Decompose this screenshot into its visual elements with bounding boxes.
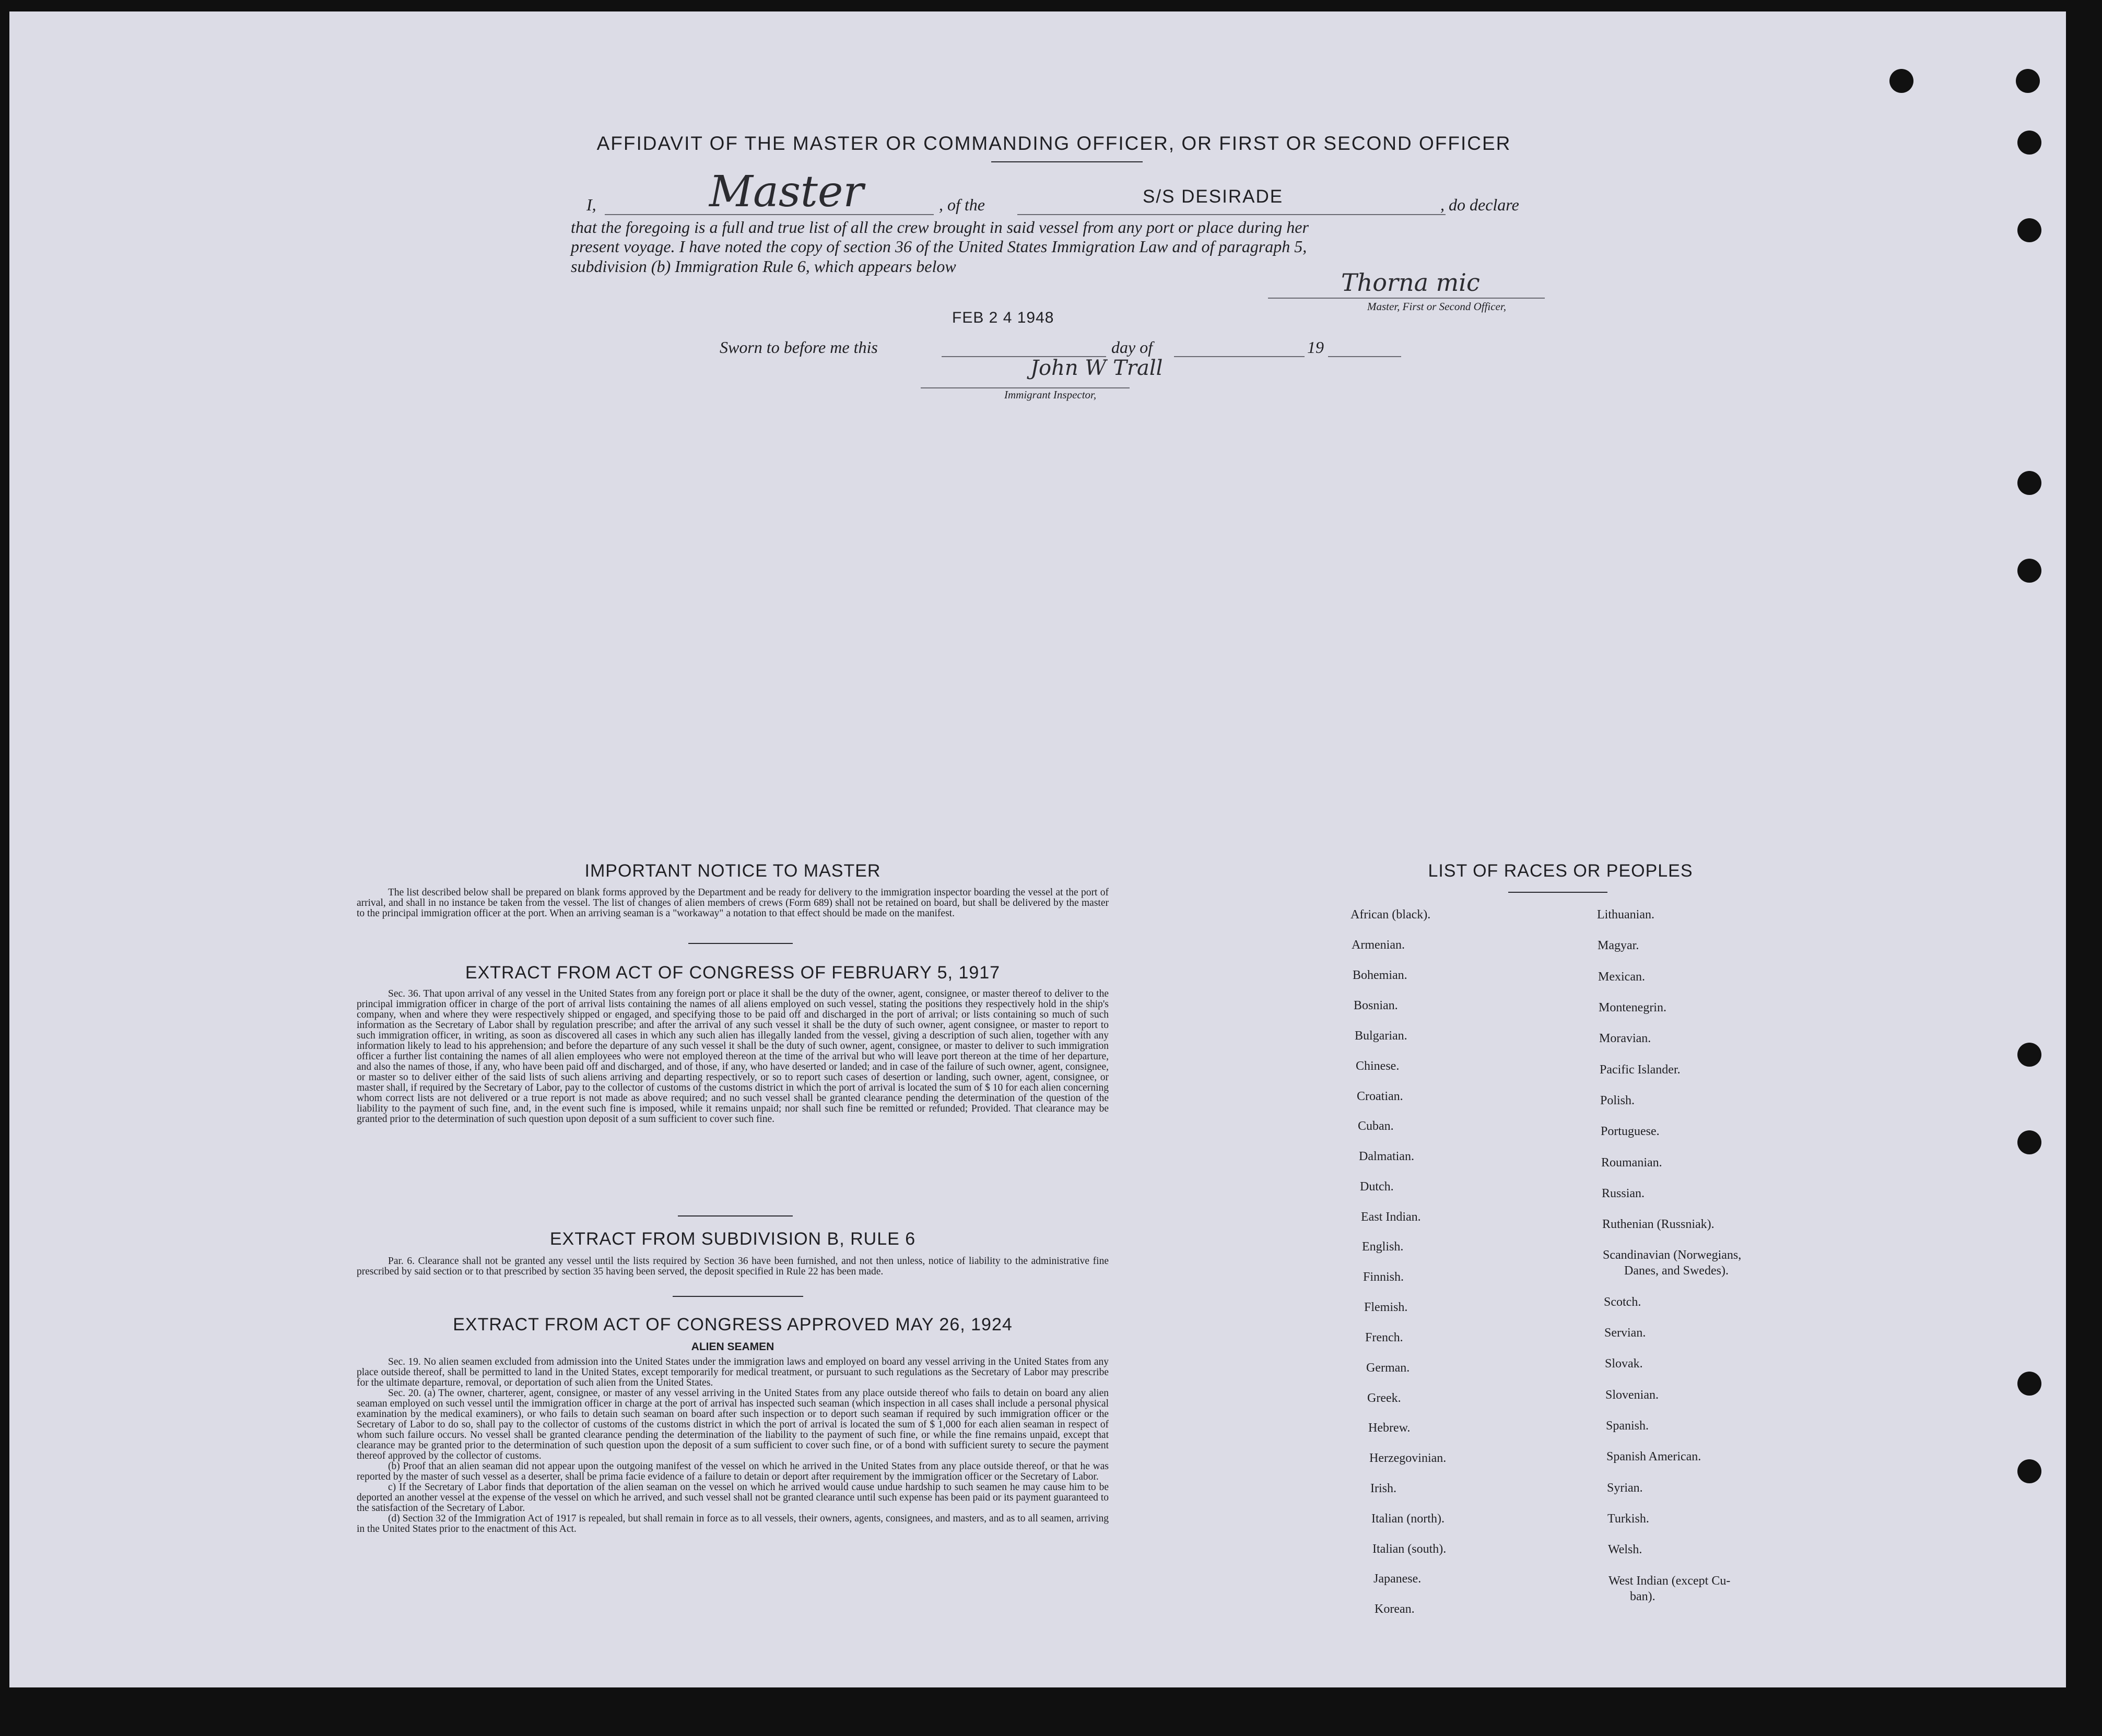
section-rule xyxy=(678,1215,793,1217)
year-prefix: 19 xyxy=(1307,338,1324,357)
race-item: Pacific Islander. xyxy=(1600,1063,1681,1077)
punch-hole xyxy=(2017,1459,2041,1483)
sworn-text: Sworn to before me this xyxy=(720,338,878,357)
race-item: Spanish. xyxy=(1606,1419,1649,1433)
sworn-year-underline xyxy=(1328,356,1401,357)
races-heading: LIST OF RACES OR PEOPLES xyxy=(1428,861,1693,881)
sec-20b-paragraph: (b) Proof that an alien seaman did not appear upon the outgoing manifest of the vessel on which he arrived in the United States from any place outside thereof, or that he was reported by the master of such vessel as a deserter, shall be prima facie evidence of a failure to detain or deport after requirement by the immigration officer or the Secretary of Labor. xyxy=(357,1461,1109,1482)
extract-1924-heading: EXTRACT FROM ACT OF CONGRESS APPROVED MAY 26, 1924 xyxy=(453,1315,1013,1335)
extract-1917-text xyxy=(357,989,1109,1125)
race-item: Bohemian. xyxy=(1353,969,1407,982)
race-item: Bulgarian. xyxy=(1355,1029,1407,1043)
notice-text xyxy=(357,888,1109,919)
race-item: Herzegovinian. xyxy=(1369,1451,1447,1465)
race-item: Welsh. xyxy=(1608,1543,1642,1556)
race-item: Roumanian. xyxy=(1601,1156,1662,1170)
punch-hole xyxy=(2017,1130,2041,1154)
punch-hole xyxy=(1889,69,1913,93)
extract-1917-heading: EXTRACT FROM ACT OF CONGRESS OF FEBRUARY 5, 1917 xyxy=(465,963,1001,983)
race-item: Finnish. xyxy=(1363,1270,1404,1284)
declaration-line-1: that the foregoing is a full and true list of all the crew brought in said vessel from any port or place during her xyxy=(571,218,1309,237)
races-rule xyxy=(1508,892,1607,893)
race-item: African (black). xyxy=(1351,908,1431,922)
affidavit-pronoun: I, xyxy=(586,195,596,214)
race-item: Japanese. xyxy=(1373,1572,1422,1586)
race-item: Syrian. xyxy=(1607,1481,1643,1495)
race-item: Cuban. xyxy=(1358,1119,1394,1133)
race-item: Greek. xyxy=(1367,1391,1401,1405)
race-item: Irish. xyxy=(1370,1482,1396,1495)
race-item: Bosnian. xyxy=(1354,999,1398,1012)
race-item: West Indian (except Cu- xyxy=(1608,1574,1731,1588)
race-item: Scotch. xyxy=(1604,1295,1641,1309)
punch-hole xyxy=(2016,69,2040,93)
race-item: Dalmatian. xyxy=(1359,1150,1414,1163)
affidavit-title: AFFIDAVIT OF THE MASTER OR COMMANDING OFFICER, OR FIRST OR SECOND OFFICER xyxy=(596,133,1511,154)
sec-20c-paragraph: c) If the Secretary of Labor finds that deportation of the alien seaman on the vessel on which he arrived would cause undue hardship to such seamen he may cause him to be deported an another vessel at the expense of the vessel on which he arrived, and such vessel shall not be granted clearance until such expense has been paid or its payment guaranteed to the satisfaction of the Secretary of Labor. xyxy=(357,1482,1109,1514)
race-item: Italian (south). xyxy=(1372,1542,1447,1556)
race-item: Italian (north). xyxy=(1371,1512,1445,1526)
section-36-paragraph: Sec. 36. That upon arrival of any vessel in the United States from any foreign port or place it shall be the duty of the owner, agent, consignee, or master thereof to deliver to the principal immigration officer in charge of the port of arrival lists containing the names of all aliens employed on such vessel, stating the positions they respectively hold in the ship's company, when and where they were respectively shipped or engaged, and specifying those to be paid off and discharged in the port of arrival; or lists containing so much of such information as the Secretary of Labor shall by regulation prescribe; and after the arrival of any such vessel it shall be the duty of such owner, agent consignee, or master to report to such immigration officer, in writing, as soon as discovered all cases in which any such alien has illegally landed from the vessel, giving a description of such alien, together with any information likely to lead to his apprehension; and before the departure of any such vessel it shall be the duty of such owner, agent, consignee, or master to deliver to such immigration officer a further list containing the names of all alien employees who were not employed thereon at the time of the arrival but who will leave port thereon at the time of her departure, and also the names of those, if any, who have been paid off and discharged, and of those, if any, who have deserted or landed; and in case of the failure of such owner, agent, consignee, or master so to deliver either of the said lists of such aliens arriving and departing respectively, or so to report such cases of desertion or landing, such owner, agent, consignee, or master shall, if required by the Secretary of Labor, pay to the collector of customs of the customs district in which the port of arrival is located the sum of $ 10 for each alien concerning whom correct lists are not delivered or a true report is not made as above required; and no such vessel shall be granted clearance pending the determination of the question of the liability to the payment of such fine, and, in the event such fine is imposed, while it remains unpaid; nor shall such fine be remitted or refunded; Provided. That clearance may be granted prior to the determination of such question upon deposit of a sum sufficient to cover such fine. xyxy=(357,988,1109,1125)
punch-hole xyxy=(2017,218,2041,242)
sec-20d-paragraph: (d) Section 32 of the Immigration Act of 1917 is repealed, but shall remain in force as to all vessels, their owners, agents, consignees, and masters, and as to all seamen, arriving in the United States prior to the enactment of this Act. xyxy=(357,1513,1109,1534)
race-item: Danes, and Swedes). xyxy=(1624,1264,1729,1278)
par-6-paragraph: Par. 6. Clearance shall not be granted any vessel until the lists required by Section 36 have been furnished, and not then unless, notice of liability to the administrative fine prescribed by said section or to that prescribed by section 35 having been served, the deposit specified in Rule 22 has been made. xyxy=(357,1256,1109,1277)
race-item: Moravian. xyxy=(1599,1032,1651,1045)
punch-hole xyxy=(2017,559,2041,583)
race-item: Magyar. xyxy=(1598,939,1639,952)
punch-hole xyxy=(2017,1043,2041,1067)
declaration-line-2: present voyage. I have noted the copy of section 36 of the United States Immigration Law and of paragraph 5, xyxy=(571,237,1307,256)
master-name-handwritten: Master xyxy=(709,167,864,217)
officer-signature: Thorna mic xyxy=(1341,268,1480,297)
race-item: Slovenian. xyxy=(1605,1388,1659,1402)
race-item: Turkish. xyxy=(1607,1512,1649,1526)
race-item: Spanish American. xyxy=(1606,1450,1701,1463)
punch-hole xyxy=(2017,131,2041,155)
of-the-text: , of the xyxy=(939,195,985,214)
race-item: Portuguese. xyxy=(1601,1125,1660,1138)
section-rule xyxy=(688,943,793,944)
punch-hole xyxy=(2017,1372,2041,1396)
race-item: Ruthenian (Russniak). xyxy=(1602,1218,1715,1231)
rule-6-text xyxy=(357,1256,1109,1277)
day-of-text: day of xyxy=(1111,338,1153,357)
date-stamp: FEB 2 4 1948 xyxy=(952,309,1054,326)
signature-caption: Master, First or Second Officer, xyxy=(1367,300,1506,313)
race-item: Slovak. xyxy=(1605,1357,1643,1371)
race-item: English. xyxy=(1362,1240,1404,1254)
race-item: Chinese. xyxy=(1356,1059,1400,1073)
race-item: Dutch. xyxy=(1360,1180,1394,1194)
section-rule xyxy=(673,1296,803,1297)
sworn-month-underline xyxy=(1174,356,1305,357)
race-item: French. xyxy=(1365,1331,1403,1344)
signature-underline xyxy=(1268,298,1545,299)
race-item: Flemish. xyxy=(1364,1301,1408,1314)
punch-hole xyxy=(2017,471,2041,495)
sec-20a-paragraph: Sec. 20. (a) The owner, charterer, agent, consignee, or master of any vessel arriving in the United States from any place outside thereof who fails to detain on board any alien seaman employed on such vessel until the immigration officer in charge at the port of arrival has inspected such seaman (which inspection in all cases shall include a personal physical examination by the medical examiners), or who fails to detain such seaman on board after such inspection or to deport such seaman if required by such immigration officer or the Secretary of Labor to do so, shall pay to the collector of customs of the customs district in which the port of arrival is located the sum of $ 1,000 for each alien seaman in respect of whom such failure occurs. No vessel shall be granted clearance pending the determination of the liability to the payment of such fine, or while the fine remains unpaid, except that clearance may be granted prior to the determination of such question upon the deposit of a sum sufficient to cover such fine, or of a bond with sufficient surety to secure the payment thereof approved by the collector of customs. xyxy=(357,1388,1109,1461)
notice-heading: IMPORTANT NOTICE TO MASTER xyxy=(584,861,881,881)
rule-6-heading: EXTRACT FROM SUBDIVISION B, RULE 6 xyxy=(549,1229,916,1249)
race-item: German. xyxy=(1366,1361,1410,1375)
alien-seamen-subheading: ALIEN SEAMEN xyxy=(691,1341,774,1353)
race-item: Lithuanian. xyxy=(1597,908,1654,922)
race-item: Servian. xyxy=(1604,1326,1646,1340)
inspector-caption: Immigrant Inspector, xyxy=(1004,388,1097,401)
race-item: Korean. xyxy=(1375,1602,1415,1616)
title-rule xyxy=(991,161,1143,162)
extract-1924-text xyxy=(357,1357,1109,1534)
sec-19-paragraph: Sec. 19. No alien seamen excluded from admission into the United States under the immigration laws and employed on board any vessel arriving in the United States from any place outside thereof, shall be permitted to land in the United States, except temporarily for medical treatment, or pursuant to such regulations as the Secretary of Labor may prescribe for the ultimate departure, removal, or deportation of such alien from the United States. xyxy=(357,1356,1109,1388)
race-item: Hebrew. xyxy=(1368,1421,1411,1435)
race-item: ban). xyxy=(1630,1590,1655,1603)
vessel-underline xyxy=(1017,214,1446,215)
notice-paragraph: The list described below shall be prepared on blank forms approved by the Department and be ready for delivery to the immigration inspector boarding the vessel at the port of arrival, and shall in no instance be taken from the vessel. The list of changes of alien members of crews (Form 689) shall not be retained on board, but shall be delivered by the master to the principal immigration officer at the port. When an arriving seaman is a "workaway" a notation to that effect should be made on the manifest. xyxy=(357,887,1109,919)
race-item: Croatian. xyxy=(1357,1090,1403,1103)
race-item: Russian. xyxy=(1602,1187,1645,1200)
document-page xyxy=(9,11,2066,1687)
race-item: Armenian. xyxy=(1352,938,1405,952)
declaration-line-3: subdivision (b) Immigration Rule 6, which appears below xyxy=(571,257,956,276)
race-item: Montenegrin. xyxy=(1599,1001,1666,1014)
inspector-signature: John W Trall xyxy=(1030,356,1163,380)
race-item: Polish. xyxy=(1600,1094,1635,1107)
vessel-name-stamp: S/S DESIRADE xyxy=(1143,186,1284,207)
race-item: Scandinavian (Norwegians, xyxy=(1603,1248,1742,1262)
do-declare-text: , do declare xyxy=(1440,195,1519,214)
race-item: East Indian. xyxy=(1361,1210,1421,1224)
race-item: Mexican. xyxy=(1598,970,1645,984)
